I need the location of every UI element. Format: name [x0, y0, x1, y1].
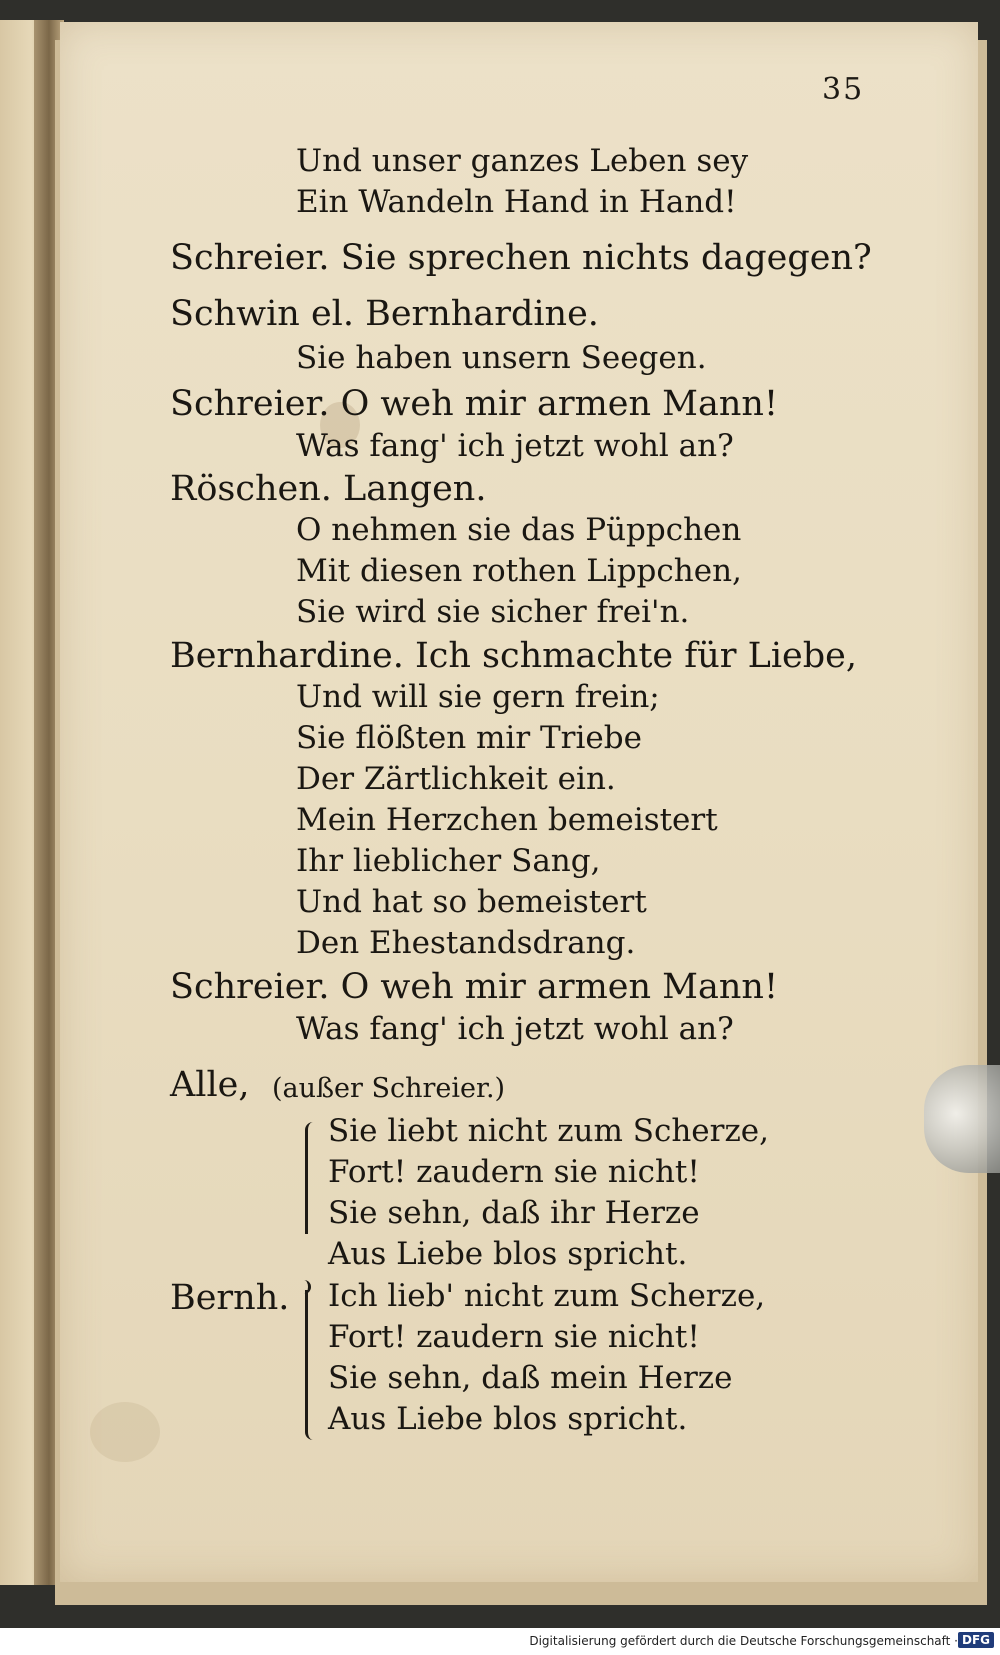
- bracket-top: [305, 1122, 318, 1234]
- verse-line: Und unser ganzes Leben sey: [296, 143, 749, 179]
- verse-line: Sie sehn, daß mein Herze: [328, 1360, 733, 1396]
- speaker-names: Röschen. Langen.: [170, 469, 487, 509]
- verse-line: Und will sie gern frein;: [296, 679, 660, 715]
- verse-line: Sie wird sie sicher frei'n.: [296, 594, 690, 630]
- speaker-bernh: Bernh.: [170, 1278, 290, 1318]
- dialogue-line: Bernhardine. Ich schmachte für Liebe,: [170, 636, 857, 676]
- dialogue-line: Schreier. O weh mir armen Mann!: [170, 384, 779, 424]
- dfg-logo: DFG: [958, 1632, 994, 1648]
- footer-bar: [0, 1628, 1000, 1655]
- dialogue-line: Schreier. O weh mir armen Mann!: [170, 967, 779, 1007]
- speaker-names: Schwin el. Bernhardine.: [170, 294, 599, 334]
- footer-credit: Digitalisierung gefördert durch die Deutsche Forschungsgemeinschaft ·: [529, 1634, 958, 1648]
- verse-line: Mit diesen rothen Lippchen,: [296, 553, 742, 589]
- page-clip: [924, 1065, 1000, 1173]
- verse-line: Fort! zaudern sie nicht!: [328, 1154, 700, 1190]
- verse-line: Ich lieb' nicht zum Scherze,: [328, 1278, 766, 1314]
- verse-line: Der Zärtlichkeit ein.: [296, 761, 616, 797]
- verse-line: Sie sehn, daß ihr Herze: [328, 1195, 700, 1231]
- verse-line: Aus Liebe blos spricht.: [328, 1236, 688, 1272]
- verse-line: Was fang' ich jetzt wohl an?: [296, 428, 734, 464]
- speaker-all: Alle,: [170, 1065, 250, 1105]
- paper-stain: [90, 1402, 160, 1462]
- verse-line: O nehmen sie das Püppchen: [296, 512, 742, 548]
- verse-line: Sie liebt nicht zum Scherze,: [328, 1113, 770, 1149]
- verse-line: Ein Wandeln Hand in Hand!: [296, 184, 737, 220]
- page-number: 35: [822, 72, 865, 107]
- verse-line: Sie haben unsern Seegen.: [296, 340, 707, 376]
- verse-line: Was fang' ich jetzt wohl an?: [296, 1011, 734, 1047]
- verse-line: Den Ehestandsdrang.: [296, 925, 636, 961]
- verse-line: Sie flößten mir Triebe: [296, 720, 642, 756]
- bracket-bottom: [305, 1290, 318, 1440]
- stage-direction: (außer Schreier.): [272, 1073, 506, 1104]
- verse-line: Aus Liebe blos spricht.: [328, 1401, 688, 1437]
- verse-line: Mein Herzchen bemeistert: [296, 802, 718, 838]
- verse-line: Und hat so bemeistert: [296, 884, 647, 920]
- dialogue-line: Schreier. Sie sprechen nichts dagegen?: [170, 238, 872, 278]
- verse-line: Ihr lieblicher Sang,: [296, 843, 601, 879]
- verse-line: Fort! zaudern sie nicht!: [328, 1319, 700, 1355]
